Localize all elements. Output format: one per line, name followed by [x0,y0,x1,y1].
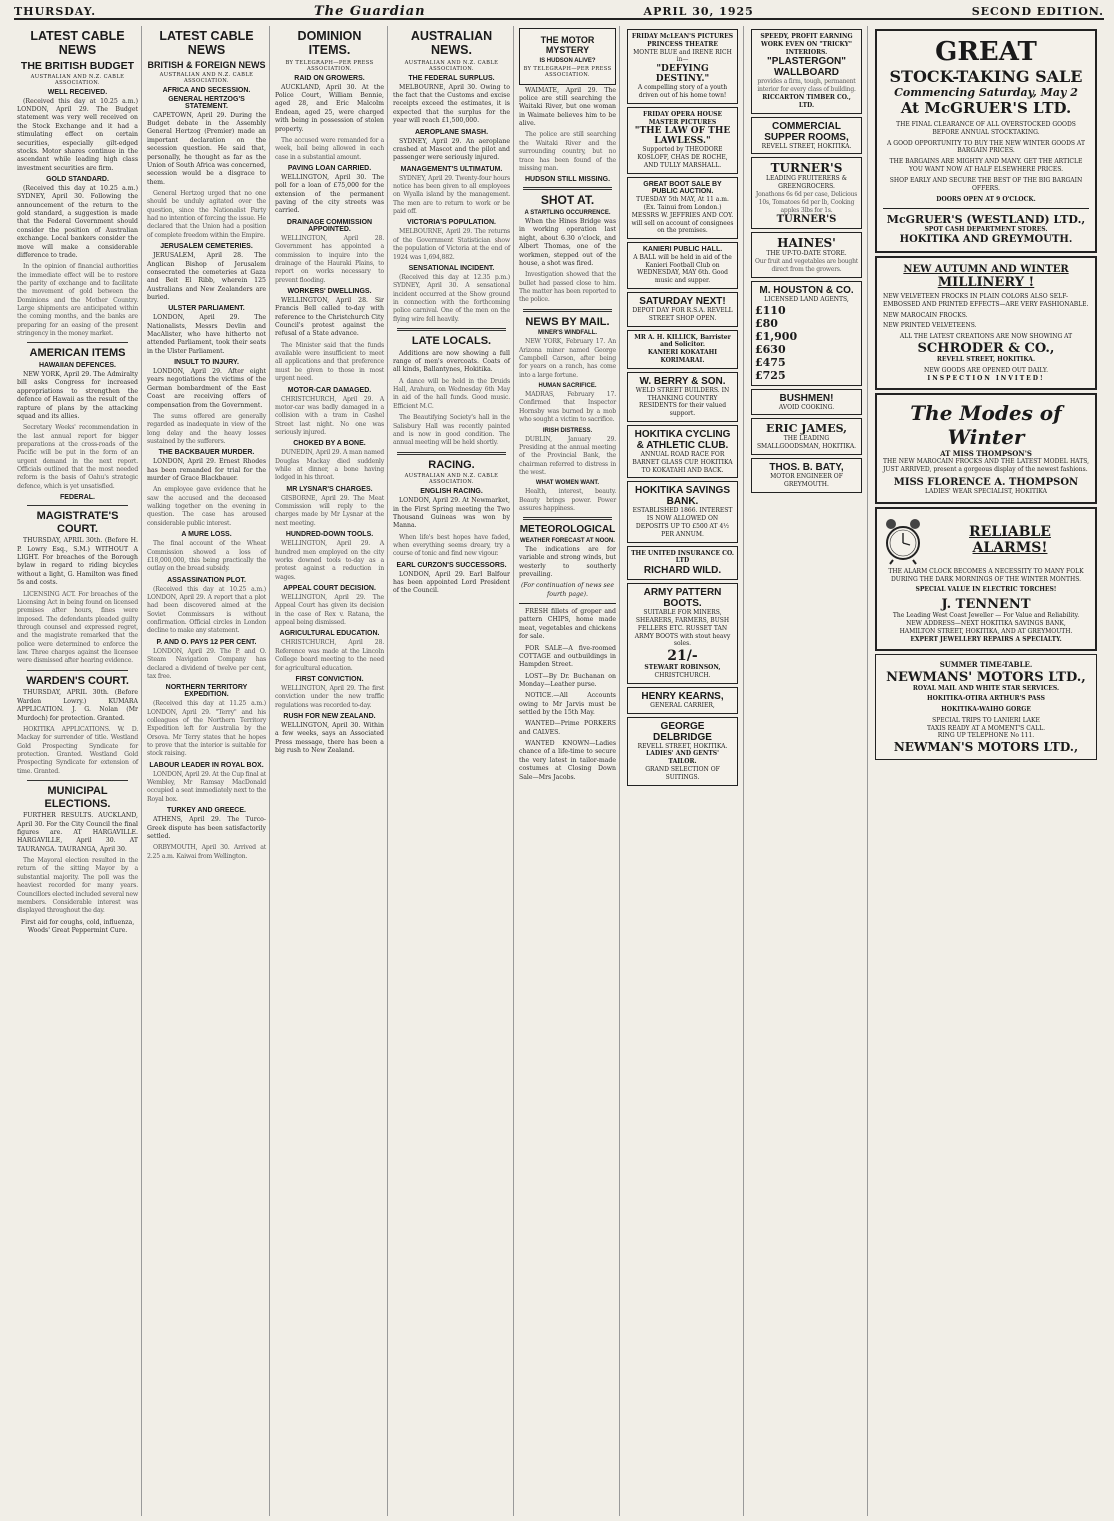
ad-turners [751,157,862,229]
article-irish: DUBLIN, January 29. Presiding at the annual meeting of the Provincial Bank, the chairman referred to distress in the west. [519,435,616,476]
ad-bushmen-sub: AVOID COOKING. [778,403,835,411]
ad-turner-head: TURNER'S [770,161,843,176]
ad-kanieri-head: KANIERI PUBLIC HALL. [642,246,723,254]
ad-bushmen-head: BUSHMEN! [779,392,834,404]
article-aeroplane: SYDNEY, April 29. An aeroplane crashed at Mascot and the pilot and passenger were seriously injured. [393,137,510,162]
headline-late-locals: LATE LOCALS. [411,335,492,348]
article-victoria: MELBOURNE, April 29. The returns of the Government Statistician show the population of Victoria at the end of 1924 was 1,694,882. [393,228,510,261]
article-municipal: FURTHER RESULTS. AUCKLAND, April 30. For the City Council the final figures are. AT HARGAVILLE. HARGAVILLE, April 30. AT TAURANGA. TAURANGA, April 30. The Mayoral election resulted in the return of the sitting Mayor by a substantial majority. The poll was the heaviest recorded for many years. Councillors elected included several new members. Considerable interest was displayed throughout the day. [17,812,138,915]
subhead-assassination: ASSASSINATION PLOT. [167,576,246,584]
article-p-and-o: LONDON, April 29. The P. and O. Steam Navigation Company has declared a dividend of twelve per cent, tax free. [147,647,266,680]
article-drainage: WELLINGTON, April 28. Government has appointed a commission to inquire into the drainage of the Hauraki Plains, to report on works necessary to prevent flooding. [275,234,384,284]
ad-berry-head: W. BERRY & SON. [639,375,726,387]
article-hawaiian: NEW YORK, April 29. The Admiralty bill asks Congress for increased appropriations to strengthen the defence of Hawaii as the result of the rapture of plans by the attacking squad and its allies. Secretary Weeks' recommendation in the last annual report for bigger preparations at the cross-roads of the Pacific will be put in the form of an urgent demand in the next report. Officials outlined that the most needed reform is the basis of Oahu's strategic defence, which is yet unsatisfied. [17,371,138,490]
subhead-turkey-greece: TURKEY AND GREECE. [167,807,246,815]
ad-insurance [627,546,738,581]
column-7-ads [746,26,868,1516]
ad-mill-firm: SCHRODER & CO., [917,340,1055,356]
subhead-human-sacrifice: HUMAN SACRIFICE. [538,383,597,390]
ad-robinson-addr: CHRISTCHURCH. [654,671,711,679]
column-5 [516,26,620,1516]
ad-great-body-4: SHOP EARLY AND SECURE THE BEST OF THE BIG BARGAIN OFFERS. [889,176,1083,192]
ad-ring: RING UP TELEPHONE No 111. [937,732,1035,740]
column-2 [144,26,270,1516]
subhead-ulster: ULSTER PARLIAMENT. [168,305,245,313]
ad-haines-sub: THE UP-TO-DATE STORE. [766,250,847,258]
subhead-labour-leader: LABOUR LEADER IN ROYAL BOX. [149,761,264,769]
ad-summer: SUMMER TIME-TABLE. [939,660,1033,670]
subhead-curzon: EARL CURZON'S SUCCESSORS. [396,561,507,569]
headline-latest-cable-news: LATEST CABLE NEWS [30,29,125,58]
ad-opera-head: FRIDAY OPERA HOUSE MASTER PICTURES [642,110,723,126]
ad-turner-body: Jonathons 6s 6d per case, Delicious 10s, Tomatoes 6d per lb, Cooking apples 3lbs for 1s. [755,190,858,214]
masthead-paper-title: The Guardian [313,3,426,19]
ad-baty-head: THOS. B. BATY, [769,461,844,473]
ad-grand-selection: GRAND SELECTION OF SUITINGS. [645,765,720,781]
subhead-aeroplane: AEROPLANE SMASH. [414,128,489,136]
article-raid: AUCKLAND, April 30. At the Police Court, William Bennie, aged 28, and Eric Malcolm Endean, aged 25, were charged with being in possession of stolen property. The accused were remanded for a week, bail being allowed in each case in a substantial amount. [275,83,384,161]
article-insult: LONDON, April 29. After eight years negotiations the victims of the German bombardment of the East Coast are receiving offers of compensation from the Government. The sums offered are generally regarded as inadequate in view of the long delay and the heavy losses sustained by the sufferers. [147,368,266,445]
article-weather: The indications are for variable and strong winds, but westerly to southerly prevailing. [519,545,616,578]
ad-plastergon [751,29,862,114]
ad-mill-addr: REVELL STREET, HOKITIKA. [936,355,1036,363]
article-windfall: NEW YORK, February 17. An Arizona miner named George Campbell Carson, after being for years on a ranch, has come into a large fortune. [519,338,616,379]
subhead-gold-standard: GOLD STANDARD. [46,175,109,183]
ad-eric-james [751,418,862,455]
subhead-hertzog: GENERAL HERTZOG'S STATEMENT. [168,95,245,110]
ad-army-body: SUITABLE FOR MINERS, SHEARERS, FARMERS, BUSH FELLERS ETC. RUSSET TAN ARMY BOOTS with stout heavy soles. [634,609,731,648]
ad-reliable-alarms [875,507,1097,652]
ad-tennent-name: J. TENNENT [941,597,1031,613]
article-agricultural: CHRISTCHURCH, April 28. Reference was made at the Lincoln College board meeting to the need for agricultural education. [275,639,384,672]
ad-modes-body: THE NEW MAROCAIN FROCKS AND THE LATEST MODEL HATS, JUST ARRIVED, present a gorgeous display of the newest fashions. [883,458,1089,474]
subhead-jerusalem: JERUSALEM CEMETERIES. [160,243,253,251]
ad-kanieri-body: A BALL will be held in aid of the Kanieri Football Club on WEDNESDAY, MAY 6th. Good music and supper. [633,253,732,285]
credit-line: AUSTRALIAN AND N.Z. CABLE ASSOCIATION. [30,73,125,86]
ad-alarm-title-2: ALARMS! [972,539,1048,556]
ad-modes-at: AT MISS THOMPSON'S [940,449,1032,459]
ad-killick [627,330,738,369]
headline-wardens-court: WARDEN'S COURT. [26,674,129,687]
subhead-mure-loss: A MURE LOSS. [181,531,232,539]
article-assassination: (Received this day at 10.25 a.m.) LONDON, April 29. A report that a plot had been discovered aimed at the Soviet Commissars is without confirmation. Official circles in London decline to make any statement. [147,585,266,635]
ad-tennent-addr: NEW ADDRESS—NEXT HOKITIKA SAVINGS BANK, [906,620,1066,628]
ad-great-title: GREAT [935,37,1037,67]
article-jerusalem: JERUSALEM, April 28. The Anglican Bishop of Jerusalem consecrated the cemeteries at Gaza and Beit El Ribb, wherein 125 Australians and New Zealanders are buried. [147,252,266,301]
ad-baty-sub: MOTOR ENGINEER OF GREYMOUTH. [770,472,843,488]
article-wardens: THURSDAY, APRIL 30th. (Before Warden Lowry.) KUMARA APPLICATION. J. G. Nolan (Mr Murdoch) for protection. Granted. HOKITIKA APPLICATIONS. W. D. Mackay for surrender of title. Westland Gold Prospecting Syndicate for protection. Granted. Westland Gold Prospecting Syndicate for extension of time. Granted. [17,689,138,775]
ad-great-firm-name: McGRUER'S LTD. [924,99,1072,117]
classified-notice: NOTICE.—All Accounts owing to Mr Jarvis must be settled by the 15th May. [519,692,616,717]
ad-great-stocktaking-sale [875,29,1097,253]
credit-line: BY TELEGRAPH—PER PRESS ASSOCIATION. [523,65,612,78]
column-8-ads [870,26,1102,1516]
ad-tennent-sub: The Leading West Coast Jeweller — For Value and Reliability. [892,612,1080,620]
ad-mcg-firm: McGRUER'S (WESTLAND) LTD., [886,213,1086,227]
ad-opera-sub: Supported by THEODORE KOSLOFF, CHAS DE ROCHE, AND TULLY MARSHALL. [637,146,728,169]
article-workers: WELLINGTON, April 28. Sir Francis Bell called to-day with reference to the Christchurch City Council's protest against the refusal of a State advance. The Minister said that the funds available were insufficient to meet all applications and that preference must be given to those in most urgent need. [275,296,384,383]
article-backbauer: LONDON, April 29. Ernest Rhodes has been remanded for trial for the murder of Grace Blackbauer. An employee gave evidence that he saw the accused and the deceased walking together on the evening in question. The case has aroused considerable public interest. [147,458,266,527]
ad-cycling-club [627,425,738,478]
ad-eric-sub: THE LEADING SMALLGOODSMAN, HOKITIKA. [756,435,857,451]
credit-line: AUSTRALIAN AND N.Z. CABLE ASSOCIATION. [404,59,499,72]
subhead-backbauer: THE BACKBAUER MURDER. [158,449,255,457]
ad-opera-title: "THE LAW OF THE LAWLESS." [634,126,731,147]
article-northern: (Received this day at 11.25 a.m.) LONDON, April 29. "Terry" and his colleagues of the Northern Territory Expedition left for Australia by the Orsova. Mr Terry states that he hopes to prove that the interior is suitable for stock raising. [147,700,266,758]
credit-line: BY TELEGRAPH—PER PRESS ASSOCIATION. [285,59,374,72]
subhead-miners-windfall: MINER'S WINDFALL. [537,330,598,337]
headline-british-budget: THE BRITISH BUDGET [20,59,135,72]
ad-otira: HOKITIKA-OTIRA ARTHUR'S PASS [927,695,1045,703]
ad-saturday-next [627,292,738,327]
subhead-sensational: SENSATIONAL INCIDENT. [408,264,495,272]
classified-wanted-known: WANTED KNOWN—Ladies chance of a life-time to secure the very latest in tailor-made costumes at Closing Down Sale—Mrs Jacobs. [519,740,616,781]
ad-haines-body: Our fruit and vegetables are bought direct from the growers. [755,258,858,273]
article-magistrates: THURSDAY, APRIL 30th. (Before H. P. Lowry Esq., S.M.) WITHOUT A LIGHT. For breaches of the Borough bylaw in regard to riding bicycles without a light, G. Hamilton was fined 5s and costs. LICENSING ACT. For breaches of the Licensing Act in being found on licensed premises after hours, fines were imposed. The defendants pleaded guilty through counsel and expressed regret, and the magistrate remarked that the police were determined to enforce the law. Three charges against the licensee were dismissed after hearing evidence. [17,537,138,665]
ad-great-sub: STOCK-TAKING SALE [889,67,1083,86]
subhead-p-and-o: P. AND O. PAYS 12 PER CENT. [156,638,257,646]
ad-houston [751,281,862,386]
ad-boot-sale [627,177,738,239]
headline-magistrates-court: MAGISTRATE'S COURT. [36,510,119,535]
subhead-insult-injury: INSULT TO INJURY. [174,359,239,367]
ad-mill-body-3: NEW PRINTED VELVETEENS. [883,322,977,330]
ad-opera-house [627,107,738,174]
ad-boot-head: GREAT BOOT SALE BY PUBLIC AUCTION. [643,180,722,196]
article-sensational: (Received this day at 12.35 p.m.) SYDNEY, April 30. A sensational incident occurred at the Show ground in connection with the forthcoming police carnival. One of the men on the flying wire fell heavily. [393,273,510,323]
ad-insurance-head: THE UNITED INSURANCE CO. LTD [631,549,734,565]
ad-alarm-torch: SPECIAL VALUE IN ELECTRIC TORCHES! [915,586,1057,594]
ad-mcg-sub: SPOT CASH DEPARTMENT STORES. [924,226,1048,234]
ad-cycling-head: HOKITIKA CYCLING & ATHLETIC CLUB. [634,428,731,451]
headline-meteorological: METEOROLOGICAL [519,524,616,536]
subhead-africa-secession: AFRICA AND SECESSION. [162,86,251,94]
classified-for-sale: FOR SALE—A five-roomed COTTAGE and outbuildings in Hampden Street. [519,644,616,669]
column-1 [14,26,142,1516]
article-motor: CHRISTCHURCH, April 29. A motor-car was badly damaged in a collision with a tram in Cashel Street last night. No one was seriously injured. [275,395,384,436]
subhead-raid-growers: RAID ON GROWERS. [294,74,365,82]
ad-delbridge-sub: REVELL STREET, HOKITIKA. [637,742,728,750]
subhead-well-received: WELL RECEIVED. [47,88,108,96]
ad-waiho: HOKITIKA-WAIHO GORGE [941,706,1031,714]
column-3 [272,26,388,1516]
ad-mill-invite: INSPECTION INVITED! [927,374,1045,382]
subhead-victoria: VICTORIA'S POPULATION. [407,219,496,227]
ad-houston-sub: LICENSED LAND AGENTS, [764,295,849,303]
ad-alarm-body: THE ALARM CLOCK BECOMES A NECESSITY TO MANY FOLK DURING THE DARK MORNINGS OF THE WINTER MONTHS. [888,567,1084,583]
ad-alarm-title-1: RELIABLE [969,523,1051,540]
ad-great-doors: DOORS OPEN AT 9 O'CLOCK. [936,196,1036,204]
ad-price-6: £725 [755,368,786,382]
ad-supper-head: COMMERCIAL SUPPER ROOMS, [764,120,849,143]
subhead-choked: CHOKED BY A BONE. [293,440,366,448]
ad-newmans-motors [875,654,1097,760]
ad-newmans-foot: NEWMAN'S MOTORS LTD., [893,740,1079,755]
ad-modes-of-winter [875,393,1097,503]
subhead-women-want: WHAT WOMEN WANT. [535,480,600,487]
ad-speedy-head: SPEEDY, PROFIT EARNING WORK EVEN ON "TRICKY" INTERIORS. [760,33,853,56]
subhead-weather-forecast: WEATHER FORECAST AT NOON. [520,537,615,544]
article-budget: (Received this day at 10.25 a.m.) LONDON, April 29. The Budget statement was very well received on the Stock Exchange and it had a stimulating effect on certain securities, especially gilt-edged stocks. Motor shares continue in the ascendant while leading high class investment securities are firm. [17,97,138,172]
ad-george-delbridge [627,717,738,786]
ad-berry-son [627,372,738,422]
article-hertzog: CAPETOWN, April 29. During the Budget debate in the Assembly General Hertzog (Premier) made an important declaration on the secession question. He said that, personally, he thought as far as the Union of South Africa was concerned, secession would be a disgrace to them. General Hertzog urged that no one should be unduly agitated over the question, since the Nationalist Party had no intention of forcing the issue. He declared that the Union had a position of complete freedom within the Empire. [147,111,266,239]
ad-taxis: TAXIS READY AT A MOMENT'S CALL. [926,724,1046,732]
ad-great-firm [883,99,1089,117]
ad-plastergon-body: provides a firm, tough, permanent interior for every class of building. [757,78,856,94]
ad-haines [751,232,862,277]
ad-eric-head: ERIC JAMES, [766,422,847,436]
masthead-edition: SECOND EDITION. [971,4,1104,18]
classified-wanted: WANTED—Prime PORKERS and CALVES. [519,720,616,736]
ad-tennent-repairs: EXPERT JEWELLERY REPAIRS A SPECIALTY. [910,635,1062,643]
subhead-federal: FEDERAL. [60,494,95,502]
subhead-rush-nz: RUSH FOR NEW ZEALAND. [283,712,376,720]
ad-boot-body: TUESDAY 5th MAY, At 11 a.m. (Ex. Tainui from London.) MESSRS W. JEFFRIES AND COY. will sell on account of consignees on the premises. [631,196,734,235]
credit-line: AUSTRALIAN AND N.Z. CABLE ASSOCIATION. [159,71,254,84]
ad-tennent-addr-2: HAMILTON STREET, HOKITIKA, AND AT GREYMOUTH. [899,627,1073,635]
headline-latest-cable-news-2: LATEST CABLE NEWS [159,29,254,58]
ad-bank-head: HOKITIKA SAVINGS BANK. [634,485,730,508]
subhead-lysnar: MR LYSNAR'S CHARGES. [286,485,373,493]
masthead-day: THURSDAY. [14,4,97,18]
headline-shot-at: SHOT AT. [540,193,595,208]
ad-kearns-sub: GENERAL CARRIER, [650,701,715,709]
article-hundred: WELLINGTON, April 29. A hundred men employed on the city works downed tools to-day as a protest against a reduction in wages. [275,540,384,581]
ad-modes-name: MISS FLORENCE A. THOMPSON [893,477,1079,489]
ad-mill-goods: NEW GOODS ARE OPENED OUT DAILY. [923,366,1049,374]
subhead-workers-dwellings: WORKERS' DWELLINGS. [287,287,372,295]
headline-motor-mystery: THE MOTOR MYSTERY [540,35,595,56]
masthead-date: APRIL 30, 1925 [643,4,754,18]
ad-great-at: At [900,99,920,117]
ad-supper-sub: REVELL STREET, HOKITIKA. [761,142,852,150]
ad-mill-title-1: NEW AUTUMN AND WINTER [903,263,1069,275]
article-lysnar: GISBORNE, April 29. The Meat Commission will reply to the charges made by Mr Lysnar at the next meeting. [275,494,384,527]
subhead-drainage: DRAINAGE COMMISSION APPOINTED. [286,218,373,233]
ad-kanieri-kokatahi: KANIERI KOKATAHI KORIMARAI. [647,349,718,364]
ad-kearns-head: HENRY KEARNS, [641,690,724,702]
ad-great-body-2: A GOOD OPPORTUNITY TO BUY THE NEW WINTER GOODS AT BARGAIN PRICES. [887,139,1085,155]
ad-houston-head: M. HOUSTON & CO. [759,284,854,296]
article-surplus: MELBOURNE, April 30. Owing to the fact that the Customs and excise receipts exceed the estimates, it is expected that the surplus for the year will reach £1,500,000. [393,83,510,125]
ad-mill-body-4: ALL THE LATEST CREATIONS ARE NOW SHOWING AT [899,333,1073,341]
classified-fillets: FRESH fillets of groper and pattern CHIPS, home made meat, vegetables and chickens for sale. [519,608,616,641]
article-racing: LONDON, April 29. At Newmarket, in the First Spring meeting the Two Thousand Guineas was won by Manna. When life's best hopes have faded, when everything seems dreary, try a course of tonic and find new vigour. [393,497,510,558]
ad-great-body-3: THE BARGAINS ARE MIGHTY AND MANY. GET THE ARTICLE YOU WANT NOW AT HALF ELSEWHERE PRICES. [889,158,1083,173]
ad-film-stars: MONTE BLUE and IRENE RICH in— [633,48,732,64]
article-gold-standard: (Received this day at 10.25 a.m.) SYDNEY, April 30. Following the announcement of the return to the gold standard, a suggestion is made that the Federal Government should consider the position of Australian exchange. Local bankers consider the move will make a considerable difference to trade. In the opinion of financial authorities the immediate effect will be to restore the parity of exchange and to facilitate the movement of gold between the Dominions and the Mother Country. Large shipments are anticipated within the coming months, and the banks are preparing for an easing of the present stringency in the money market. [17,184,138,338]
ad-mcleans-pictures [627,29,738,104]
ad-henry-kearns [627,687,738,714]
ad-price-4: £630 [755,342,786,356]
subhead-motor-car: MOTOR-CAR DAMAGED. [287,386,372,394]
article-management: SYDNEY, April 29. Twenty-four hours notice has been given to all employees on Wyalla island by the management. The men are to return to work or be paid off. [393,174,510,216]
ad-haines-head: HAINES' [777,236,836,251]
article-mure: The final account of the Wheat Commission showed a loss of £18,000,000, this being practically the outlay on the bread subsidy. [147,540,266,573]
article-labour: LONDON, April 29. At the Cup final at Wembley, Mr Ramsay MacDonald occupied a seat immediately next to the Royal box. [147,770,266,803]
ad-saturday-head: SATURDAY NEXT! [639,296,726,307]
article-choked: DUNEDIN, April 29. A man named Douglas Mackay died suddenly while at dinner, a bone having lodged in his throat. [275,449,384,482]
ad-kanieri-hall [627,242,738,289]
headline-racing: RACING. [428,458,475,471]
column-6-ads [622,26,744,1516]
article-late-locals: Additions are now showing a full range of men's overcoats. Coats of all kinds, Ballantynes, Hokitika. A dance will be held in the Druids Hall, Arahura, on Wednesday 6th May in aid of the hall funds. Good music. Efficient M.C. The Beautifying Society's hall in the Salisbury Hall was recently painted and is now in good condition. The annual meeting will be held shortly. [393,349,510,447]
ad-modes-title: The Modes of Winter [910,401,1062,450]
subhead-first-conviction: FIRST CONVICTION. [295,675,364,683]
ad-mill-body-2: NEW MAROCAIN FROCKS. [883,311,968,319]
ad-army-head: ARMY PATTERN BOOTS. [643,587,722,610]
subhead-irish-distress: IRISH DISTRESS. [542,427,593,434]
advert-peppermint-cure: First aid for coughs, cold, influenza, Woods' Great Peppermint Cure. [20,918,135,934]
article-rush: WELLINGTON, April 30. Within a few weeks, says an Associated Press message, there has been a big rush to New Zealand. [275,721,384,755]
credit-line: AUSTRALIAN AND N.Z. CABLE ASSOCIATION. [404,473,499,486]
ad-newmans: NEWMANS' MOTORS LTD., [886,669,1086,685]
headline-municipal-elections: MUNICIPAL ELECTIONS. [44,785,111,810]
headline-american-items: AMERICAN ITEMS [29,347,126,360]
ad-killick-head: MR A. H. KILLICK, Barrister and Solicitor. [634,333,731,349]
ad-price-1: £110 [755,303,786,317]
ad-film-head: FRIDAY McLEAN'S PICTURES [631,33,734,40]
ad-baty [751,458,862,493]
ad-berry-body: WELD STREET BUILDERS. IN THANKING COUNTRY RESIDENTS for their valued support. [635,386,730,418]
headline-australian-news: AUSTRALIAN NEWS. [410,29,493,58]
ad-mcg-towns: HOKITIKA AND GREYMOUTH. [899,233,1073,245]
box-motor-mystery [519,28,616,85]
ad-great-body-1: THE FINAL CLEARANCE OF ALL OVERSTOCKED GOODS BEFORE ANNUAL STOCKTAKING. [896,121,1076,136]
subhead-hundred-down-tools: HUNDRED-DOWN TOOLS. [285,531,374,539]
masthead [14,4,1104,20]
ad-film-theatre: PRINCESS THEATRE [647,40,718,48]
ad-millinery [875,256,1097,390]
ad-plastergon-head: "PLASTERGON" WALLBOARD [767,56,846,79]
subhead-hudson-alive: IS HUDSON ALIVE? [539,57,596,64]
ad-turner-foot: TURNER'S [776,214,837,226]
subhead-northern-territory: NORTHERN TERRITORY EXPEDITION. [165,684,248,699]
ad-great-date: Commencing Saturday, May 2 [894,86,1078,99]
column-4 [390,26,514,1516]
ad-mill-body-1: NEW VELVETEEN FROCKS IN PLAIN COLORS ALSO SELF-EMBOSSED AND PRINTED EFFECTS—ARE VERY FASHIONABLE. [883,292,1089,308]
subhead-hudson-missing: HUDSON STILL MISSING. [524,176,611,184]
subhead-management: MANAGEMENT'S ULTIMATUM. [400,165,503,173]
subhead-startling: A STARTLING OCCURRENCE. [524,210,611,217]
ad-film-sub: A compelling story of a youth driven out of his home town! [637,84,728,99]
article-women: Health, interest, beauty. Beauty brings power. Power assures happiness. [519,488,616,513]
subhead-federal-surplus: THE FEDERAL SURPLUS. [408,74,495,82]
article-sacrifice: MADRAS, February 17. Confirmed that Inspector Hornsby was burned by a mob who sought a victim to sacrifice. [519,391,616,424]
ad-delbridge-head: GEORGE DELBRIDGE [653,720,712,743]
ad-insurance-name: RICHARD WILD. [643,565,722,577]
ad-supper-rooms [751,117,862,155]
ad-modes-sub: LADIES' WEAR SPECIALIST, HOKITIKA [924,488,1048,496]
headline-news-by-mail: NEWS BY MAIL. [525,315,610,328]
ad-robinson: STEWART ROBINSON, [644,664,721,672]
subhead-paving-loan: PAVING LOAN CARRIED. [287,164,372,172]
subhead-english-racing: ENGLISH RACING. [420,488,483,496]
article-paving: WELLINGTON, April 30. The poll for a loan of £75,000 for the extension of the permanent paving of the city streets was carried. [275,173,384,215]
ad-riccarton: RICCARTON TIMBER CO., LTD. [762,93,851,109]
ad-film-title: "DEFYING DESTINY." [655,64,710,85]
ad-price-3: £1,900 [755,329,798,343]
alarm-clock-icon [883,515,923,565]
article-motor-mystery: WAIMATE, April 29. The police are still searching the Waitaki River, but one woman in Waimate believes him to be alive. The police are still searching the Waitaki River and the surrounding country, but no trace has been found of the missing man. [519,86,616,172]
ad-turner-sub: LEADING FRUITERERS & GREENGROCERS. [765,175,848,191]
ad-mill-title-2: MILLINERY ! [937,274,1035,290]
article-appeal: WELLINGTON, April 29. The Appeal Court has given its decision in the case of Rex v. Ratana, the appeal being dismissed. [275,594,384,627]
ad-army-price: 21/- [667,648,698,665]
ad-newmans-sub: ROYAL MAIL AND WHITE STAR SERVICES. [912,684,1060,692]
classified-lost: LOST—By Dr. Buchanan on Monday—Leather purse. [519,672,616,688]
ad-bushmen [751,389,862,416]
subhead-appeal-court: APPEAL COURT DECISION. [283,585,376,592]
article-shot-at: When the Hines Bridge was in working operation last night, about 6.30 o'clock, and Albert Thomas, one of the workmen, stepped out of the house, a shot was fired. Investigation showed that the bullet had passed close to him. The matter has been reported to the police. [519,218,616,304]
subhead-hawaiian-defences: HAWAIIAN DEFENCES. [38,362,116,370]
ad-saturday-body: DEPOT DAY FOR R.S.A. REVELL STREET SHOP OPEN. [632,307,733,322]
article-curzon: LONDON, April 29. Earl Balfour has been appointed Lord President of the Council. [393,570,510,595]
article-ulster: LONDON, April 29. The Nationalists, Messrs Devlin and MacAlister, who have hitherto not attended Parliament, took their seats in the Ulster Parliament. [147,314,266,355]
ad-lanieri: SPECIAL TRIPS TO LANIERI LAKE [932,716,1040,724]
ad-army-boots [627,583,738,684]
subhead-agricultural: AGRICULTURAL EDUCATION. [279,630,380,638]
article-first-conviction: WELLINGTON, April 29. The first conviction under the new traffic regulations was recorded to-day. [275,684,384,709]
headline-british-foreign: BRITISH & FOREIGN NEWS [147,59,266,70]
ad-savings-bank [627,481,738,542]
ad-price-2: £80 [755,316,778,330]
ad-cycling-body: ANNUAL ROAD RACE FOR BARNET GLASS CUP. HOKITIKA TO KOKATAHI AND BACK. [632,450,733,474]
ad-delbridge-body: LADIES' AND GENTS' TAILOR. [646,750,719,766]
article-turkey: ATHENS, April 29. The Turco-Greek dispute has been satisfactorily settled. ORBYMOUTH, April 30. Arrived at 2.25 a.m. Kaiwai from Wellington. [147,816,266,860]
ad-bank-body: ESTABLISHED 1866. INTEREST IS NOW ALLOWED ON DEPOSITS UP TO £500 AT 4½ PER ANNUM. [632,507,733,538]
ad-price-5: £475 [755,355,786,369]
continuation-note: (For continuation of news see fourth page). [520,582,615,598]
headline-dominion-items: DOMINION ITEMS. [297,29,362,58]
